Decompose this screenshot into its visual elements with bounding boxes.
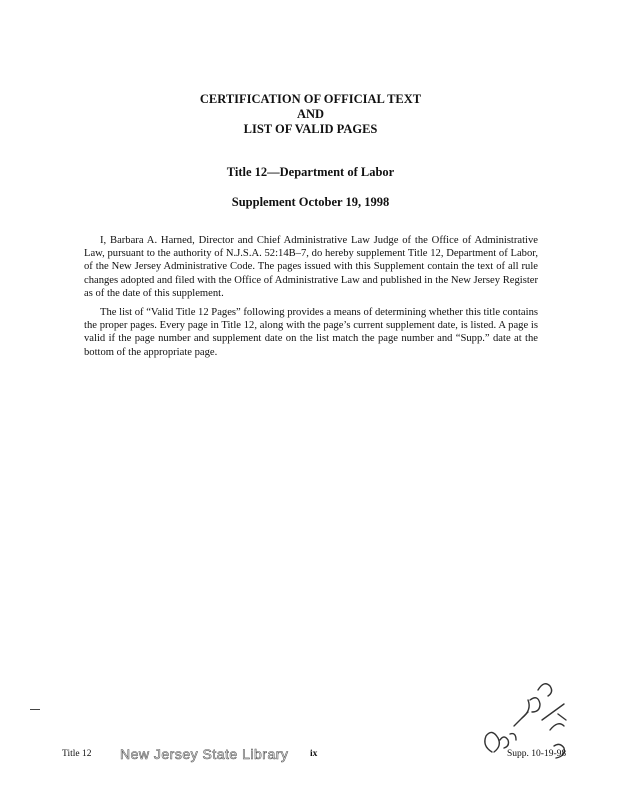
body-paragraph-2: The list of “Valid Title 12 Pages” following provides a means of determining whether this title contains the proper pages. Every page in Title 12, along with the page’s current supplement date, is listed. A page is valid if the page number and supplement date on the list match the page number and “Supp.” date at the bottom of the appropriate page.: [84, 307, 538, 358]
heading-line-1: CERTIFICATION OF OFFICIAL TEXT: [199, 92, 422, 106]
library-stamp: New Jersey State Library: [120, 746, 289, 762]
supplement-heading: Supplement October 19, 1998: [231, 195, 390, 209]
body-paragraph-1: I, Barbara A. Harned, Director and Chief Administrative Law Judge of the Office of Administrative Law, pursuant to the authority of N.J.S.A. 52:14B–7, do hereby supplement Title 12, Department of Labor, of the New Jersey Administrative Code. The pages issued with this Supplement contain the text of all rule changes adopted and filed with the Office of Administrative Law and published in the New Jersey Register as of the date of this supplement.: [84, 235, 538, 299]
heading-line-3: LIST OF VALID PAGES: [243, 122, 378, 136]
page-number: ix: [310, 749, 318, 759]
footer-title: Title 12: [62, 749, 92, 759]
footer-supplement-date: Supp. 10-19-98: [507, 749, 567, 759]
heading-line-2: AND: [296, 107, 325, 121]
margin-mark: [30, 709, 40, 710]
title-heading: Title 12—Department of Labor: [226, 165, 395, 179]
certification-heading: [0, 92, 621, 137]
